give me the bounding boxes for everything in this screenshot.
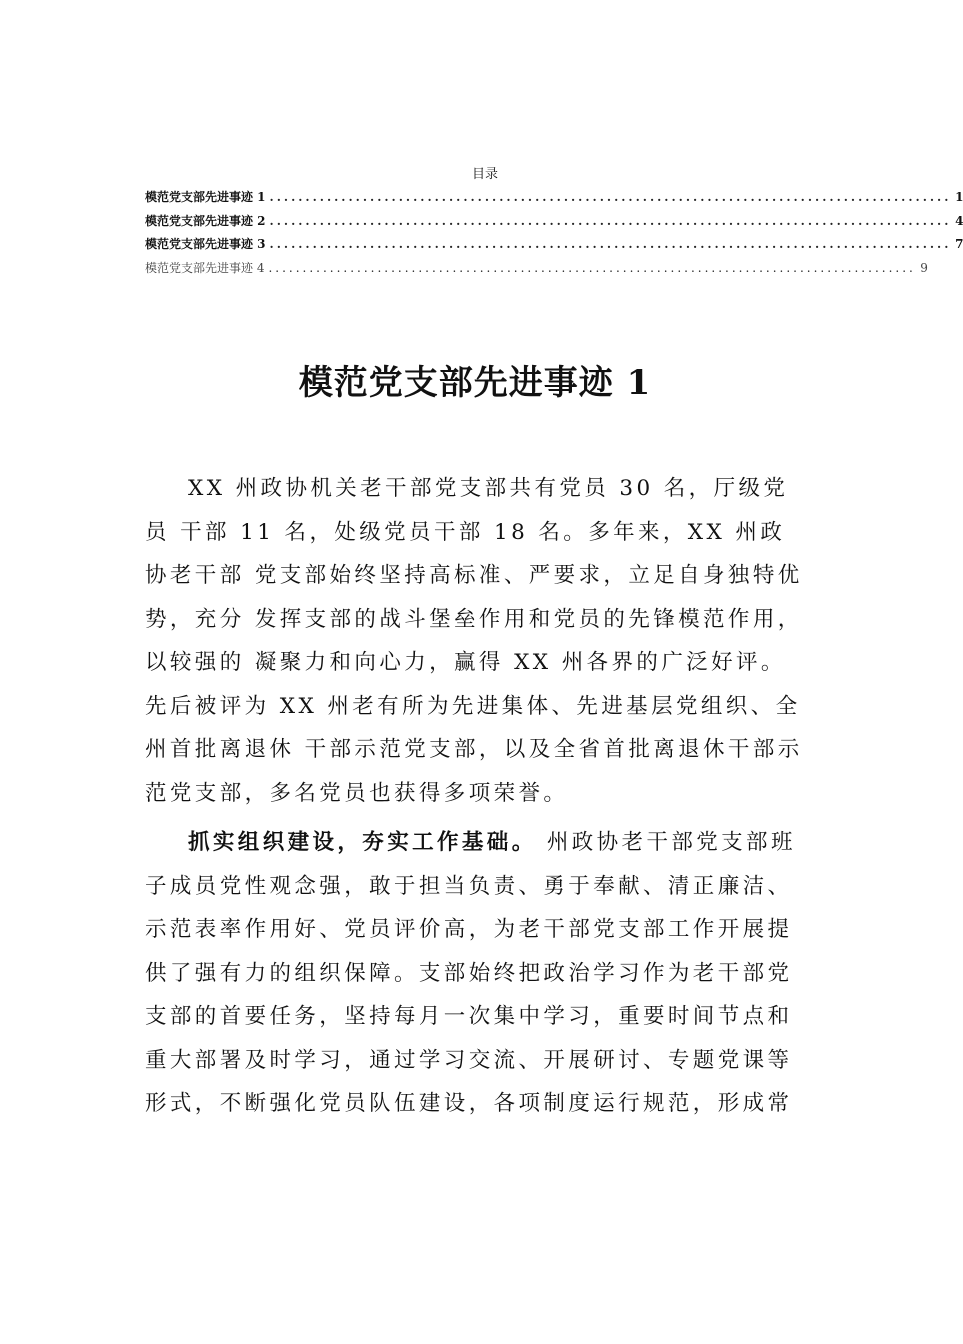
toc-entry-label: 模范党支部先进事迹 1 <box>145 190 266 204</box>
table-of-contents <box>145 164 963 280</box>
toc-entry-label: 模范党支部先进事迹 4 <box>145 260 265 275</box>
toc-page-number: 1 <box>955 190 963 204</box>
organization-paragraph <box>145 821 805 1126</box>
toc-page-number: 9 <box>920 260 928 275</box>
toc-leader-dots: ............................................................................................... <box>269 190 952 204</box>
toc-page-number: 4 <box>955 213 963 228</box>
document-title: 模范党支部先进事迹 1 <box>298 363 652 403</box>
toc-entry-3[interactable] <box>145 233 963 257</box>
toc-entry-label: 模范党支部先进事迹 3 <box>145 237 266 251</box>
toc-page-number: 7 <box>955 237 963 251</box>
intro-paragraph: XX 州政协机关老干部党支部共有党员 30 名，厅级党员 干部 11 名，处级党员干部 18 名。多年来，XX 州政协老干部 党支部始终坚持高标准、严要求，立足自身独特优势，充分 发挥支部的战斗堡垒作用和党员的先锋模范作用，以较强的 凝聚力和向心力，赢得 XX 州各界的广泛好评。先后被评为 XX 州老有所为先进集体、先进基层党组织、全州首批离退休 干部示范党支部，以及全省首批离退休干部示范党支部，多名党员也获得多项荣誉。 <box>145 476 803 806</box>
paragraph-lead-heading: 抓实组织建设，夯实工作基础。 <box>188 830 537 855</box>
paragraph-body-text: 州政协老干部党支部班子成员党性观念强，敢于担当负责、勇于奉献、清正廉洁、示范表率作用好、党员评价高，为老干部党支部工作开展提供了强有力的组织保障。支部始终把政治学习作为老干部党支部的首要任务，坚持每月一次集中学习，重要时间节点和重大部署及时学习，通过学习交流、开展研讨、专题党课等形式，不断强化党员队伍建设，各项制度运行规范，形成常 <box>145 830 796 1116</box>
toc-heading: 目录 <box>471 167 498 182</box>
toc-leader-dots: ............................................................................................... <box>269 213 952 228</box>
toc-entry-4[interactable] <box>145 257 928 281</box>
toc-leader-dots: ............................................................................................... <box>269 237 952 251</box>
toc-entry-2[interactable] <box>145 210 963 234</box>
toc-leader-dots: ............................................................................................... <box>268 260 916 275</box>
toc-entry-1[interactable] <box>145 186 963 210</box>
toc-entry-label: 模范党支部先进事迹 2 <box>145 213 266 228</box>
document-body <box>145 467 805 1126</box>
